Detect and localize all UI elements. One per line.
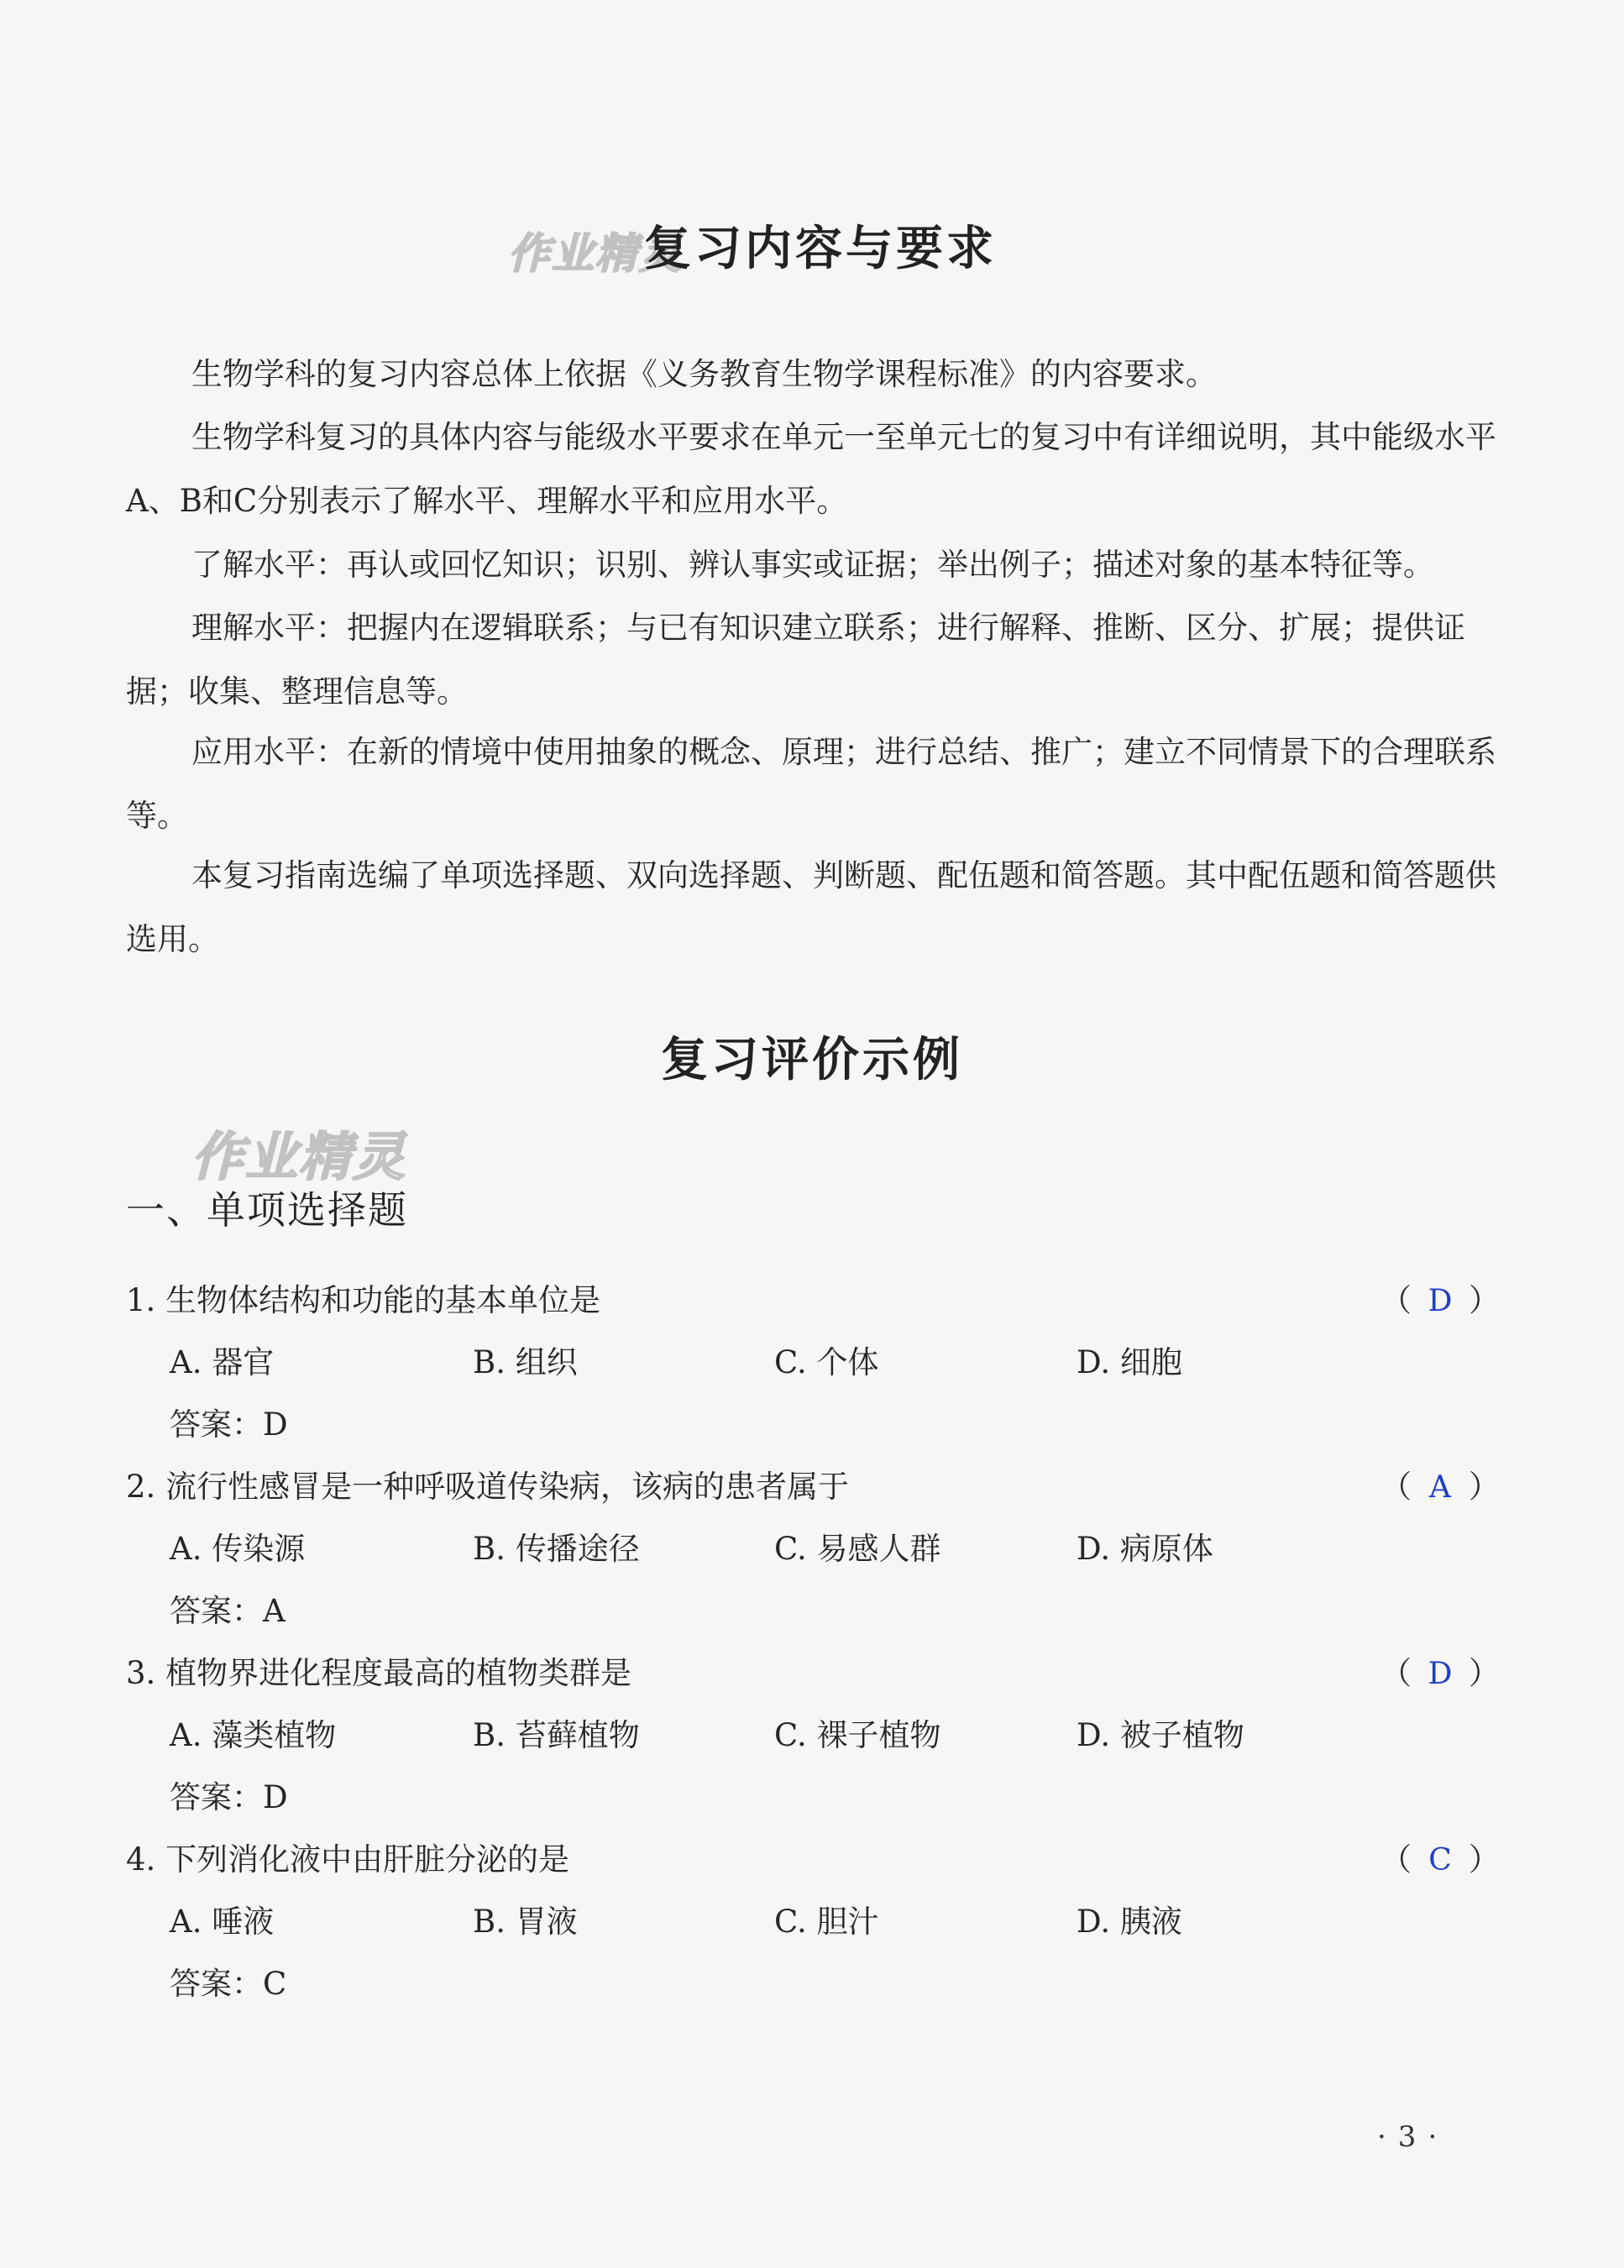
filled-answer: D <box>1428 1657 1453 1691</box>
answer-bracket: （ C ） <box>1380 1841 1500 1878</box>
answer-text: 答案：A <box>170 1593 286 1629</box>
answer-bracket: （ D ） <box>1380 1655 1500 1691</box>
option-b: B. 胃液 <box>473 1904 578 1940</box>
watermark-logo: 作业精灵 <box>508 229 683 278</box>
filled-answer: A <box>1429 1470 1451 1505</box>
answer-bracket: （ D ） <box>1380 1282 1500 1318</box>
question-stem: 4. 下列消化液中由肝脏分泌的是 <box>126 1841 570 1878</box>
question-stem: 2. 流行性感冒是一种呼吸道传染病，该病的患者属于 <box>126 1469 850 1505</box>
question-stem: 3. 植物界进化程度最高的植物类群是 <box>126 1655 632 1691</box>
option-c: C. 胆汁 <box>774 1904 879 1940</box>
watermark-logo: 作业精灵 <box>191 1126 407 1187</box>
option-a: A. 藻类植物 <box>170 1717 337 1753</box>
subsection-heading: 一、单项选择题 <box>126 1187 408 1233</box>
section-title-review-content: 复习内容与要求 <box>644 222 997 276</box>
filled-answer: D <box>1428 1284 1453 1318</box>
paragraph-4: 理解水平：把握内在逻辑联系；与已有知识建立联系；进行解释、推断、区分、扩展；提供证据；收集、整理信息等。 <box>126 610 1465 710</box>
option-d: D. 胰液 <box>1077 1904 1182 1940</box>
option-b: B. 传播途径 <box>473 1531 640 1567</box>
option-d: D. 细胞 <box>1077 1344 1182 1380</box>
answer-text: 答案：D <box>170 1779 288 1815</box>
paragraph-2: 生物学科复习的具体内容与能级水平要求在单元一至单元七的复习中有详细说明，其中能级水平A、B和C分别表示了解水平、理解水平和应用水平。 <box>126 419 1496 519</box>
filled-answer: C <box>1428 1843 1452 1878</box>
paragraph-1: 生物学科的复习内容总体上依据《义务教育生物学课程标准》的内容要求。 <box>191 356 1217 392</box>
paragraph-3: 了解水平：再认或回忆知识；识别、辨认事实或证据；举出例子；描述对象的基本特征等。 <box>191 547 1434 583</box>
section-title-review-examples: 复习评价示例 <box>661 1033 963 1087</box>
answer-bracket: （ A ） <box>1380 1469 1500 1505</box>
paragraph-6: 本复习指南选编了单项选择题、双向选择题、判断题、配伍题和简答题。其中配伍题和简答题供选用。 <box>126 857 1496 957</box>
option-d: D. 病原体 <box>1077 1531 1213 1567</box>
option-d: D. 被子植物 <box>1077 1717 1244 1753</box>
paragraph-5: 应用水平：在新的情境中使用抽象的概念、原理；进行总结、推广；建立不同情景下的合理联系等。 <box>126 734 1496 834</box>
option-b: B. 苔藓植物 <box>473 1717 640 1753</box>
option-b: B. 组织 <box>473 1344 578 1380</box>
option-a: A. 唾液 <box>170 1904 275 1940</box>
option-a: A. 器官 <box>170 1344 275 1380</box>
option-c: C. 易感人群 <box>774 1531 941 1567</box>
question-stem: 1. 生物体结构和功能的基本单位是 <box>126 1282 601 1318</box>
option-c: C. 裸子植物 <box>774 1717 941 1753</box>
answer-text: 答案：D <box>170 1406 288 1443</box>
option-a: A. 传染源 <box>170 1531 306 1567</box>
answer-text: 答案：C <box>170 1966 287 2002</box>
page-number: ·3· <box>1377 2120 1449 2154</box>
option-c: C. 个体 <box>774 1344 879 1380</box>
